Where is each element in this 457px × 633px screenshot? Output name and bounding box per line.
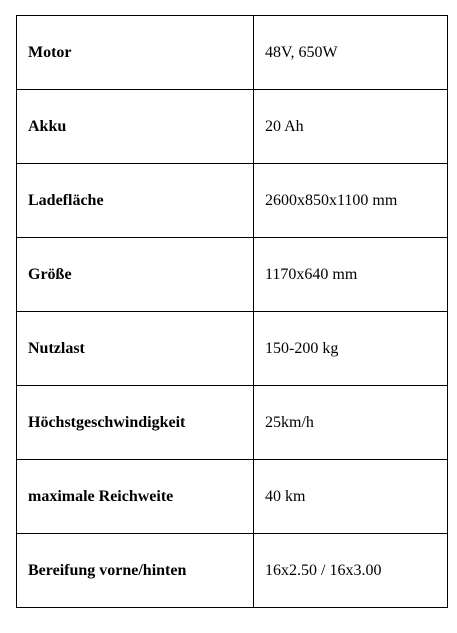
spec-table xyxy=(16,15,448,608)
row-value: 150-200 kg xyxy=(254,312,448,386)
row-value: 16x2.50 / 16x3.00 xyxy=(254,534,448,608)
row-label: maximale Reichweite xyxy=(17,460,254,534)
row-label: Größe xyxy=(17,238,254,312)
table-row-motor xyxy=(17,16,448,90)
table-row-groesse xyxy=(17,238,448,312)
table-row-hoechstgeschwindigkeit xyxy=(17,386,448,460)
row-value: 1170x640 mm xyxy=(254,238,448,312)
table-row-bereifung xyxy=(17,534,448,608)
row-label: Bereifung vorne/hinten xyxy=(17,534,254,608)
table-row-reichweite xyxy=(17,460,448,534)
row-label: Motor xyxy=(17,16,254,90)
row-value: 2600x850x1100 mm xyxy=(254,164,448,238)
row-label: Akku xyxy=(17,90,254,164)
table-row-akku xyxy=(17,90,448,164)
row-value: 25km/h xyxy=(254,386,448,460)
spec-table-body xyxy=(17,16,448,608)
row-label: Höchstgeschwindigkeit xyxy=(17,386,254,460)
row-value: 20 Ah xyxy=(254,90,448,164)
row-value: 48V, 650W xyxy=(254,16,448,90)
row-label: Ladefläche xyxy=(17,164,254,238)
row-label: Nutzlast xyxy=(17,312,254,386)
table-row-nutzlast xyxy=(17,312,448,386)
row-value: 40 km xyxy=(254,460,448,534)
table-row-ladeflaeche xyxy=(17,164,448,238)
